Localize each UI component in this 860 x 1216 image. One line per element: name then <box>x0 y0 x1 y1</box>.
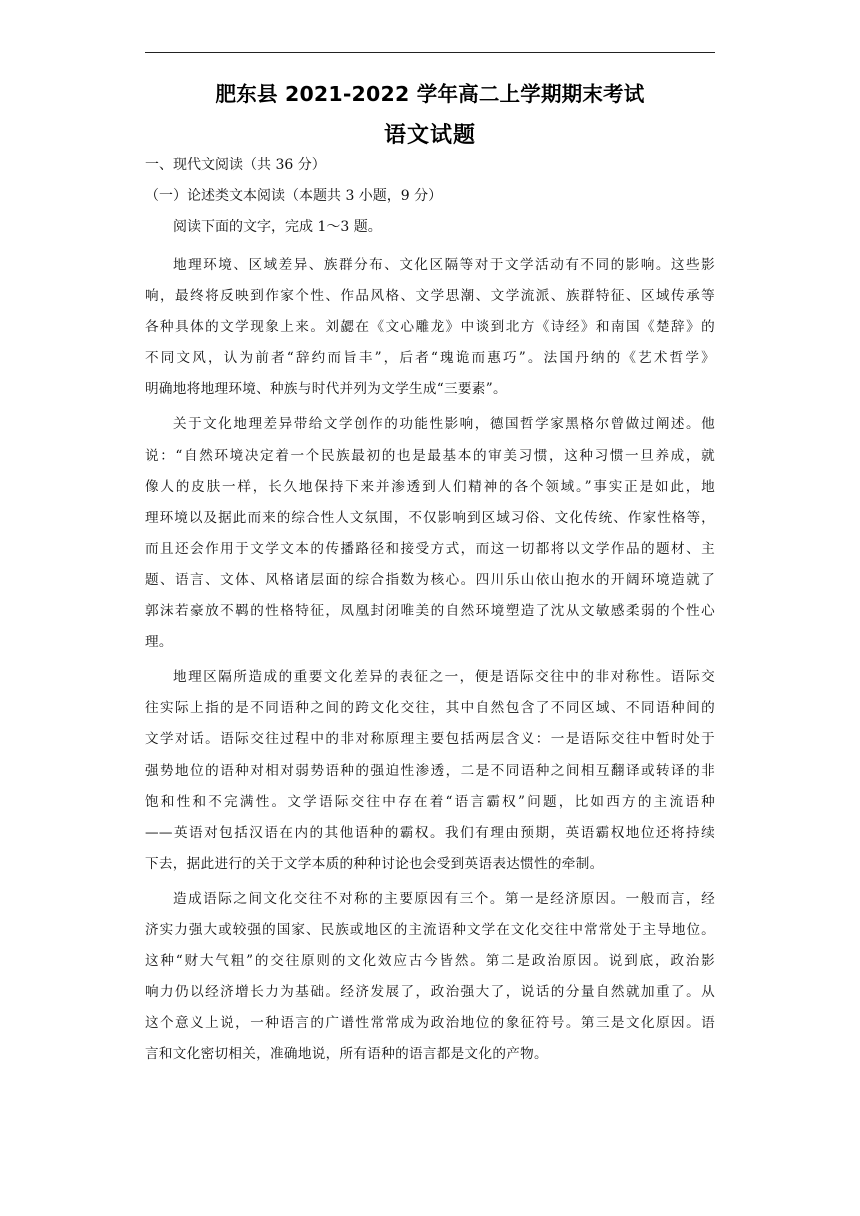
passage-paragraph <box>145 409 715 658</box>
passage-line: 这种“财大气粗”的交往原则的文化效应古今皆然。第二是政治原因。说到底，政治影 <box>145 953 715 970</box>
passage-line: 地理区隔所造成的重要文化差异的表征之一，便是语际交往中的非对称性。语际交 <box>173 669 715 686</box>
passage-line: 各种具体的文学现象上来。刘勰在《文心雕龙》中谈到北方《诗经》和南国《楚辞》的 <box>145 319 715 336</box>
passage-line: 理环境以及据此而来的综合性人文氛围，不仅影响到区域习俗、文化传统、作家性格等， <box>145 509 715 526</box>
passage-paragraph <box>145 250 715 405</box>
passage-line: 济实力强大或较强的国家、民族或地区的主流语种文学在文化交往中常常处于主导地位。 <box>145 921 715 938</box>
passage-line: 言和文化密切相关，准确地说，所有语种的语言都是文化的产物。 <box>145 1046 548 1063</box>
passage-paragraph <box>145 662 715 880</box>
section-heading: 一、现代文阅读（共 36 分） <box>145 157 326 173</box>
passage-line: 说：“自然环境决定着一个民族最初的也是最基本的审美习惯，这种习惯一旦养成，就 <box>145 447 715 464</box>
subsection-heading: （一）论述类文本阅读（本题共 3 小题，9 分） <box>145 188 443 204</box>
reading-passage <box>145 250 715 1070</box>
passage-line: 下去，据此进行的关于文学本质的种种讨论也会受到英语表达惯性的牵制。 <box>145 855 604 872</box>
exam-subtitle: 语文试题 <box>383 123 476 148</box>
passage-line: 题、语言、文体、风格诸层面的综合指数为核心。四川乐山依山抱水的开阔环境造就了 <box>145 571 715 588</box>
passage-line: ——英语对包括汉语在内的其他语种的霸权。我们有理由预期，英语霸权地位还将持续 <box>145 824 715 841</box>
passage-line: 而且还会作用于文学文本的传播路径和接受方式，而这一切都将以文学作品的题材、主 <box>145 540 715 557</box>
passage-line: 响，最终将反映到作家个性、作品风格、文学思潮、文学流派、族群特征、区域传承等 <box>145 288 715 305</box>
passage-line: 造成语际之间文化交往不对称的主要原因有三个。第一是经济原因。一般而言，经 <box>173 890 715 907</box>
passage-paragraph <box>145 884 715 1071</box>
passage-line: 郭沫若豪放不羁的性格特征，凤凰封闭唯美的自然环境塑造了沈从文敏感柔弱的个性心 <box>145 603 715 620</box>
passage-line: 饱和性和不完满性。文学语际交往中存在着“语言霸权”问题，比如西方的主流语种 <box>145 793 715 810</box>
passage-line: 像人的皮肤一样，长久地保持下来并渗透到人们精神的各个领域。”事实正是如此，地 <box>145 478 715 495</box>
reading-instruction: 阅读下面的文字，完成 1～3 题。 <box>173 219 382 235</box>
passage-line: 理。 <box>145 634 173 651</box>
passage-line: 强势地位的语种对相对弱势语种的强迫性渗透，二是不同语种之间相互翻译或转译的非 <box>145 762 715 779</box>
passage-line: 往实际上指的是不同语种之间的跨文化交往，其中自然包含了不同区域、不同语种间的 <box>145 700 715 717</box>
passage-line: 关于文化地理差异带给文学创作的功能性影响，德国哲学家黑格尔曾做过阐述。他 <box>173 416 715 433</box>
passage-line: 这个意义上说，一种语言的广谱性常常成为政治地位的象征符号。第三是文化原因。语 <box>145 1015 715 1032</box>
exam-title: 肥东县 2021-2022 学年高二上学期期末考试 <box>215 82 645 106</box>
passage-line: 地理环境、区域差异、族群分布、文化区隔等对于文学活动有不同的影响。这些影 <box>173 257 715 273</box>
passage-line: 不同文风，认为前者“辞约而旨丰”，后者“瑰诡而惠巧”。法国丹纳的《艺术哲学》 <box>145 350 715 367</box>
passage-line: 文学对话。语际交往过程中的非对称原理主要包括两层含义：一是语际交往中暂时处于 <box>145 731 715 748</box>
passage-line: 明确地将地理环境、种族与时代并列为文学生成“三要素”。 <box>145 381 507 398</box>
header-rule <box>145 52 715 53</box>
passage-line: 响力仍以经济增长力为基础。经济发展了，政治强大了，说话的分量自然就加重了。从 <box>145 984 715 1001</box>
